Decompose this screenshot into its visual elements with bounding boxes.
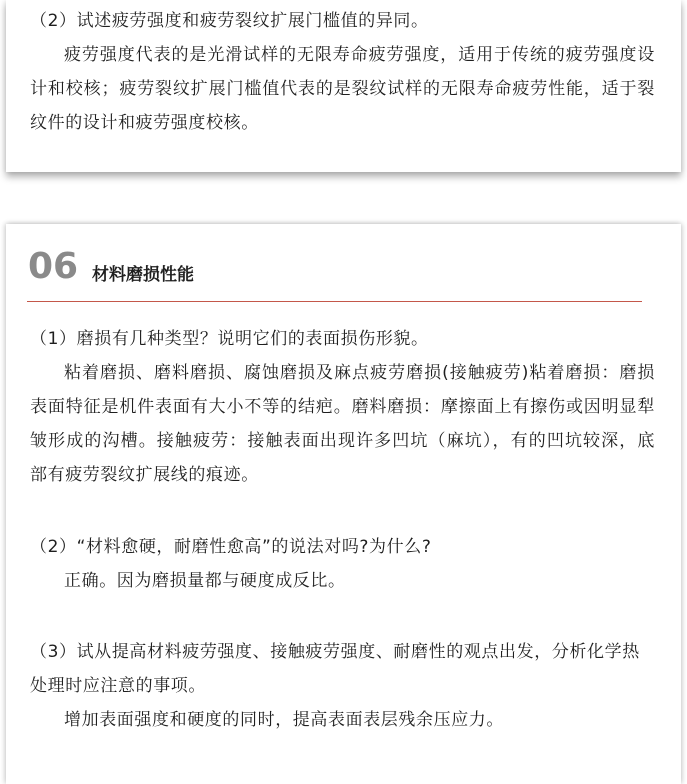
- question-hardness-wear: （2）“材料愈硬，耐磨性愈高”的说法对吗?为什么?: [30, 537, 432, 557]
- answer-heat-treatment: 增加表面强度和硬度的同时，提高表面表层残余压应力。: [64, 710, 504, 730]
- section-title: 材料磨损性能: [92, 265, 194, 285]
- answer-hardness-wear: 正确。因为磨损量都与硬度成反比。: [64, 571, 346, 591]
- answer-fatigue-threshold: 疲劳强度代表的是光滑试样的无限寿命疲劳强度，适用于传统的疲劳强度设计和校核；疲劳裂纹扩展门槛值代表的是裂纹试样的无限寿命疲劳性能，适于裂纹件的设计和疲劳强度校核。: [30, 45, 655, 133]
- question-wear-types: （1）磨损有几种类型？说明它们的表面损伤形貌。: [30, 329, 429, 349]
- section-number: 06: [28, 246, 79, 287]
- answer-wear-types: 粘着磨损、磨料磨损、腐蚀磨损及麻点疲劳磨损(接触疲劳)粘着磨损：磨损表面特征是机件表面有大小不等的结疤。磨料磨损：摩擦面上有擦伤或因明显犁皱形成的沟槽。接触疲劳：接触表面出现许多凹坑（麻坑），有的凹坑较深，底部有疲劳裂纹扩展线的痕迹。: [30, 363, 655, 485]
- question-heat-treatment: （3）试从提高材料疲劳强度、接触疲劳强度、耐磨性的观点出发，分析化学热处理时应注意的事项。: [30, 642, 640, 696]
- section-divider: [27, 301, 642, 302]
- question-fatigue-threshold: （2）试述疲劳强度和疲劳裂纹扩展门槛值的异同。: [30, 11, 429, 31]
